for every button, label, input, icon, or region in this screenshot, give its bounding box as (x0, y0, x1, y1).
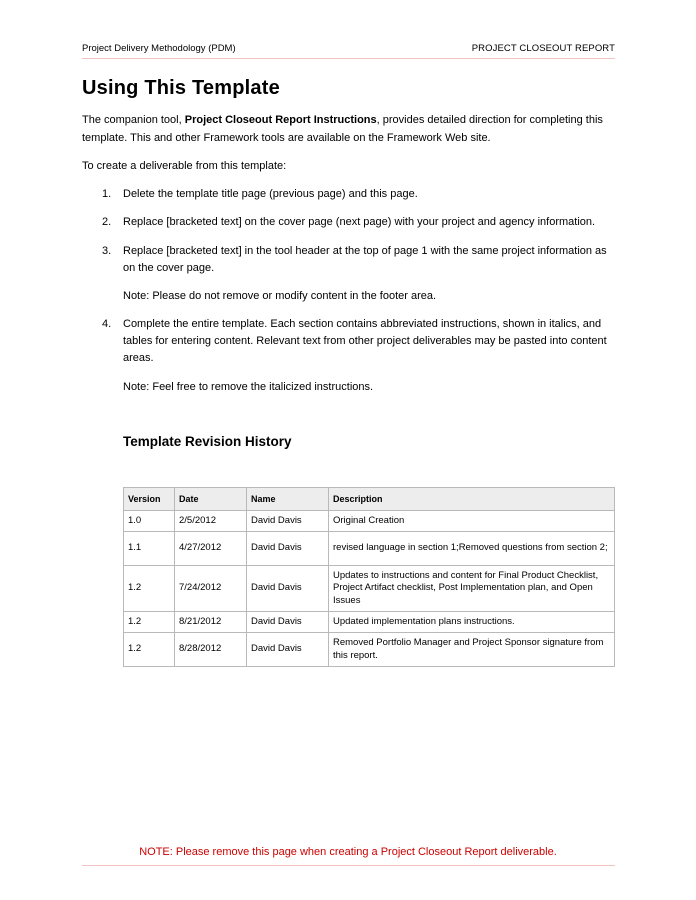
table-row (124, 612, 615, 633)
cell-description: Updated implementation plans instructions. (329, 612, 615, 633)
cell-name: David Davis (247, 511, 329, 532)
note-footer-area: Note: Please do not remove or modify content in the footer area. (123, 290, 437, 302)
revision-history-title: Template Revision History (123, 434, 292, 449)
step-number: 4. (102, 318, 112, 330)
footer-removal-note: NOTE: Please remove this page when creating a Project Closeout Report deliverable. (139, 846, 557, 858)
cell-description: Original Creation (329, 511, 615, 532)
page-title: Using This Template (82, 77, 280, 99)
cell-name: David Davis (247, 633, 329, 667)
table-header-row (124, 488, 615, 511)
cell-version: 1.2 (124, 633, 175, 667)
header-report-title: PROJECT CLOSEOUT REPORT (471, 43, 615, 54)
step-item-1 (102, 186, 618, 203)
step-number: 3. (102, 245, 112, 257)
page-header (82, 43, 615, 59)
cell-date: 7/24/2012 (175, 566, 247, 612)
column-header-description: Description (329, 488, 615, 511)
intro-tool-name: Project Closeout Report Instructions (184, 114, 377, 126)
intro-after: , provides detailed direction for completing this template. This and other Framework tools are available on the Framework Web site. (82, 114, 603, 144)
step-text: Replace [bracketed text] in the tool header at the top of page 1 with the same project information as on the cover page. (123, 245, 607, 275)
cell-date: 4/27/2012 (175, 532, 247, 566)
cell-name: David Davis (247, 532, 329, 566)
table-row (124, 532, 615, 566)
intro-before: The companion tool, (82, 114, 185, 126)
step-number: 2. (102, 216, 112, 228)
cell-version: 1.2 (124, 612, 175, 633)
revision-history-table (123, 487, 615, 667)
column-header-name: Name (247, 488, 329, 511)
step-text: Complete the entire template. Each section contains abbreviated instructions, shown in italics, and tables for entering content. Relevant text from other project deliverables may be pasted into content areas. (123, 318, 607, 365)
cell-version: 1.2 (124, 566, 175, 612)
step-item-4 (102, 316, 618, 368)
cell-date: 8/21/2012 (175, 612, 247, 633)
cell-description: revised language in section 1;Removed questions from section 2; (329, 532, 615, 566)
column-header-date: Date (175, 488, 247, 511)
footer-divider (82, 865, 615, 866)
cell-date: 8/28/2012 (175, 633, 247, 667)
cell-date: 2/5/2012 (175, 511, 247, 532)
cell-name: David Davis (247, 612, 329, 633)
column-header-version: Version (124, 488, 175, 511)
cell-description: Removed Portfolio Manager and Project Sponsor signature from this report. (329, 633, 615, 667)
table-row (124, 511, 615, 532)
note-italic-instructions: Note: Feel free to remove the italicized instructions. (123, 381, 374, 393)
cell-description: Updates to instructions and content for Final Product Checklist, Project Artifact checklist, Post Implementation plan, and Open Issues (329, 566, 615, 612)
intro-paragraph (82, 112, 617, 147)
steps-lead: To create a deliverable from this template: (82, 160, 287, 172)
step-number: 1. (102, 188, 112, 200)
table-row (124, 566, 615, 612)
cell-name: David Davis (247, 566, 329, 612)
table-row (124, 633, 615, 667)
step-item-3 (102, 243, 618, 277)
cell-version: 1.1 (124, 532, 175, 566)
step-text: Replace [bracketed text] on the cover page (next page) with your project and agency information. (123, 216, 596, 228)
step-item-2 (102, 214, 618, 231)
header-methodology: Project Delivery Methodology (PDM) (82, 43, 236, 54)
step-text: Delete the template title page (previous page) and this page. (123, 188, 418, 200)
cell-version: 1.0 (124, 511, 175, 532)
